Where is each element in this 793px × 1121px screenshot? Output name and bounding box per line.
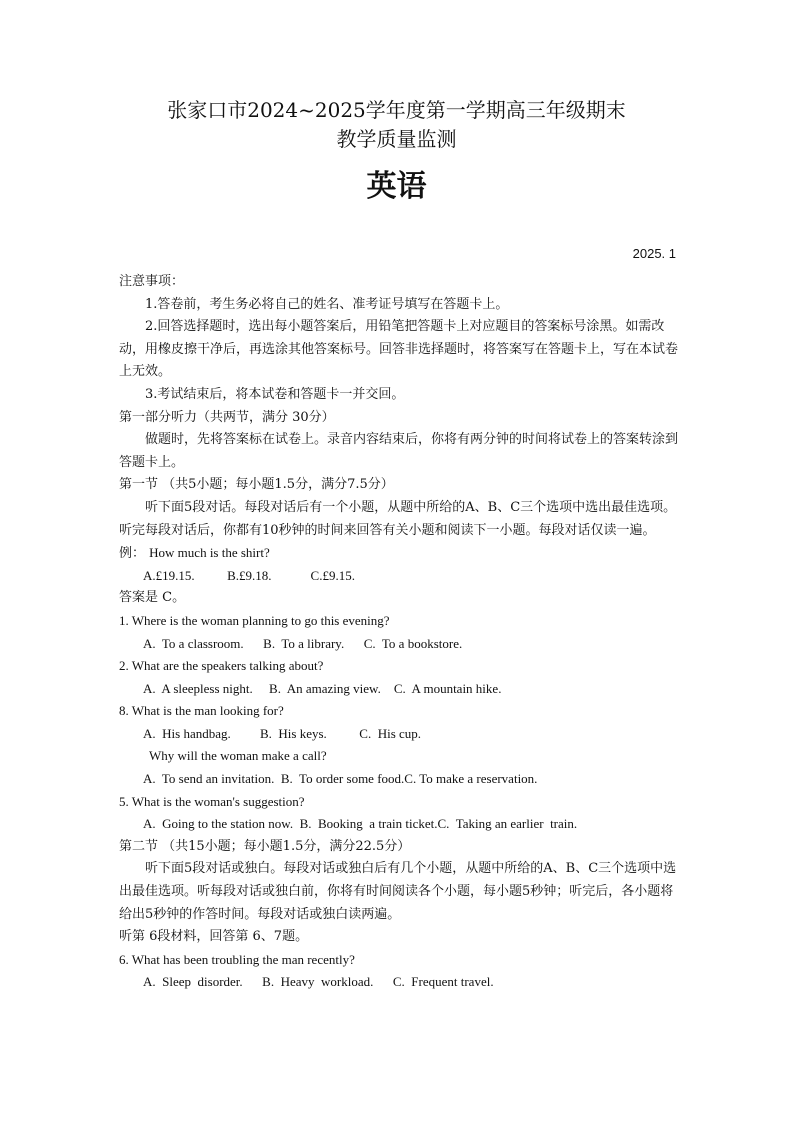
example-label: 例： — [119, 546, 146, 562]
question-1-options: A. To a classroom. B. To a library. C. To a bookstore. — [143, 635, 463, 651]
question-2-options: A. A sleepless night. B. An amazing view. C. A mountain hike. — [143, 680, 502, 696]
question-2: 2. What are the speakers talking about? — [119, 658, 324, 674]
notes-heading: 注意事项： — [119, 274, 185, 289]
notes-item-2: 2.回答选择题时，选出每小题答案后，用铅笔把答题卡上对应题目的答案标号涂黑。如需改动，用橡皮擦干净后，再选涂其他答案标号。回答非选择题时，将答案写在答题卡上，写在本试卷上无效。 — [119, 319, 679, 380]
example-answer: 答案是 C。 — [119, 590, 186, 606]
question-4-options: A. To send an invitation. B. To order some food.C. To make a reservation. — [143, 771, 538, 787]
part1-instructions: 做题时，先将答案标在试卷上。录音内容结束后，你将有两分钟的时间将试卷上的答案转涂到答题卡上。 — [119, 432, 679, 470]
question-6: 6. What has been troubling the man recently? — [119, 951, 355, 967]
question-3: 8. What is the man looking for? — [119, 703, 284, 719]
section2-instructions: 听下面5段对话或独白。每段对话或独白后有几个小题，从题中所给的A、B、C三个选项中选出最佳选项。听每段对话或独白前，你将有时间阅读各个小题，每小题5秒钟；听完后，各小题将给出5秒钟的作答时间。每段对话或独白读两遍。 — [119, 861, 677, 922]
section1-instructions: 听下面5段对话。每段对话后有一个小题，从题中所给的A、B、C三个选项中选出最佳选项。听完每段对话后，你都有10秒钟的时间来回答有关小题和阅读下一小题。每段对话仅读一遍。 — [119, 499, 677, 538]
section1-heading: 第一节 （共5小题；每小题1.5分，满分7.5分） — [119, 477, 394, 493]
exam-date: 2025. 1 — [632, 246, 676, 261]
notes-item-1: 1.答卷前，考生务必将自己的姓名、准考证号填写在答题卡上。 — [145, 296, 509, 312]
question-5: 5. What is the woman's suggestion? — [119, 793, 305, 809]
part1-heading: 第一部分听力（共两节，满分 30分） — [119, 409, 335, 425]
example-row — [119, 542, 679, 565]
example-question: How much is the shirt? — [149, 545, 270, 561]
exam-title: 张家口市2024~2025学年度第一学期高三年级期末 — [167, 98, 626, 122]
material-note: 听第 6段材料，回答第 6、7题。 — [119, 929, 309, 945]
example-options: A.£19.15. B.£9.18. C.£9.15. — [143, 567, 355, 583]
question-5-options: A. Going to the station now. B. Booking a train ticket.C. Taking an earlier train. — [143, 816, 578, 832]
notes-item-3: 3.考试结束后，将本试卷和答题卡一并交回。 — [145, 386, 405, 402]
subject-title: 英语 — [366, 169, 427, 204]
question-4: Why will the woman make a call? — [149, 748, 327, 764]
question-6-options: A. Sleep disorder. B. Heavy workload. C. Frequent travel. — [143, 974, 494, 990]
exam-body — [119, 271, 679, 994]
exam-subtitle: 教学质量监测 — [336, 127, 457, 151]
question-1: 1. Where is the woman planning to go this evening? — [119, 612, 390, 628]
question-3-options: A. His handbag. B. His keys. C. His cup. — [143, 725, 422, 741]
section2-heading: 第二节 （共15小题；每小题1.5分，满分22.5分） — [119, 838, 411, 854]
